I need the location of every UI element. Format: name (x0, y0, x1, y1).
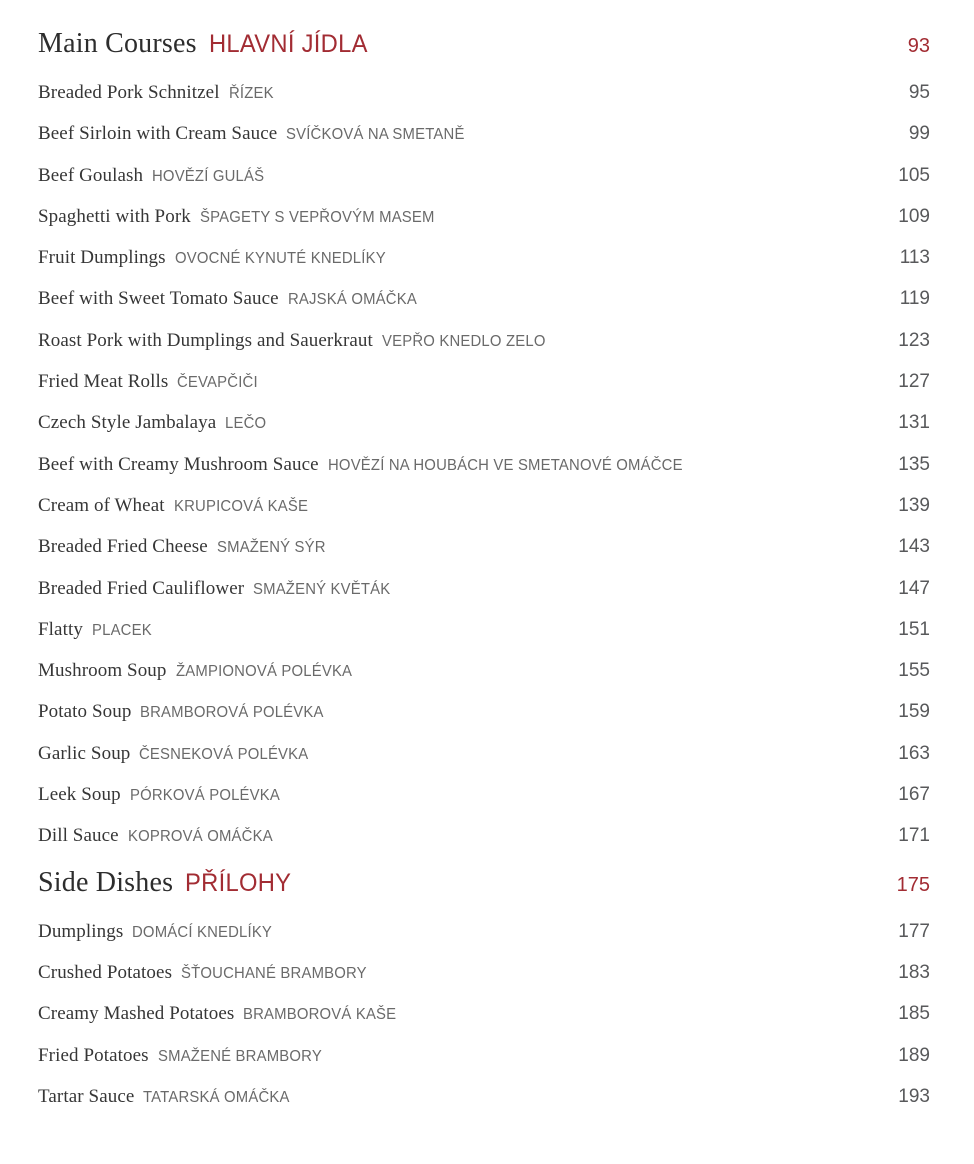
section-items (38, 911, 930, 1117)
dish-name-en: Cream of Wheat (38, 494, 165, 516)
dish-name-cz: SMAŽENÉ BRAMBORY (157, 1047, 322, 1065)
dish-page-number: 131 (898, 412, 930, 434)
dish-page-number: 95 (908, 82, 930, 103)
dish-name-en: Fried Meat Rolls (38, 371, 169, 393)
toc-entry-row[interactable] (38, 72, 930, 113)
dish-name-en: Breaded Fried Cheese (38, 536, 208, 558)
section-items (38, 72, 930, 857)
dish-page-number: 135 (898, 453, 930, 475)
section-title-cz: HLAVNÍ JÍDLA (208, 30, 368, 58)
dish-page-number: 109 (898, 205, 930, 227)
section-page-number: 175 (896, 873, 930, 896)
dish-name-cz: PÓRKOVÁ POLÉVKA (129, 787, 280, 805)
dish-name-en: Breaded Fried Cauliflower (38, 577, 245, 599)
dish-name-en: Roast Pork with Dumplings and Sauerkraut (38, 329, 373, 351)
dish-name-en: Crushed Potatoes (38, 961, 173, 983)
section-header (38, 18, 930, 70)
dish-name-en: Fried Potatoes (38, 1044, 149, 1066)
dish-name-en: Potato Soup (38, 701, 132, 723)
dish-name-cz: ŠŤOUCHANÉ BRAMBORY (181, 964, 367, 982)
dish-name-en: Beef Goulash (38, 164, 144, 186)
toc-entry-row[interactable] (38, 278, 930, 319)
dish-name-en: Dill Sauce (38, 825, 119, 847)
toc-entry-row[interactable] (38, 320, 930, 361)
toc-entry-row[interactable] (38, 609, 930, 650)
dish-page-number: 151 (898, 618, 930, 640)
toc-entry-row[interactable] (38, 113, 930, 154)
toc-section (38, 857, 930, 1117)
dish-name-cz: KOPROVÁ OMÁČKA (127, 828, 273, 846)
dish-page-number: 113 (899, 247, 930, 269)
dish-name-en: Spaghetti with Pork (38, 205, 191, 227)
dish-name-cz: RAJSKÁ OMÁČKA (287, 291, 417, 309)
toc-entry-row[interactable] (38, 911, 930, 952)
dish-name-cz: PLACEK (91, 621, 152, 639)
dish-page-number: 127 (898, 371, 930, 393)
dish-name-en: Creamy Mashed Potatoes (38, 1003, 235, 1025)
dish-name-cz: TATARSKÁ OMÁČKA (143, 1088, 291, 1106)
dish-name-en: Czech Style Jambalaya (38, 412, 217, 434)
section-title-en: Side Dishes (38, 866, 174, 898)
toc-entry-row[interactable] (38, 1076, 930, 1117)
dish-page-number: 193 (898, 1085, 930, 1107)
dish-page-number: 119 (899, 288, 930, 310)
dish-name-cz: ŽAMPIONOVÁ POLÉVKA (175, 663, 352, 681)
dish-name-en: Beef Sirloin with Cream Sauce (38, 123, 278, 145)
toc-entry-row[interactable] (38, 650, 930, 691)
toc-entry-row[interactable] (38, 444, 930, 485)
dish-page-number: 123 (898, 329, 930, 351)
dish-name-cz: SVÍČKOVÁ NA SMETANĚ (286, 126, 465, 144)
dish-name-cz: LEČO (225, 415, 267, 433)
dish-name-en: Beef with Sweet Tomato Sauce (38, 288, 279, 310)
dish-name-cz: SMAŽENÝ KVĚTÁK (253, 580, 391, 598)
dish-name-cz: ŠPAGETY S VEPŘOVÝM MASEM (199, 208, 435, 226)
dish-page-number: 139 (898, 494, 930, 516)
dish-page-number: 159 (898, 701, 930, 723)
toc-entry-row[interactable] (38, 402, 930, 443)
toc-entry-row[interactable] (38, 568, 930, 609)
toc-entry-row[interactable] (38, 1035, 930, 1076)
dish-page-number: 99 (908, 123, 930, 145)
section-title-en: Main Courses (38, 28, 197, 59)
dish-name-cz: HOVĚZÍ NA HOUBÁCH VE SMETANOVÉ OMÁČCE (327, 456, 683, 474)
dish-name-en: Flatty (38, 618, 83, 640)
toc-entry-row[interactable] (38, 526, 930, 567)
dish-name-en: Beef with Creamy Mushroom Sauce (38, 453, 319, 475)
dish-name-cz: KRUPICOVÁ KAŠE (173, 497, 308, 515)
toc (38, 18, 930, 1117)
dish-name-cz: ŘÍZEK (228, 85, 274, 102)
dish-name-cz: VEPŘO KNEDLO ZELO (381, 332, 546, 350)
dish-page-number: 177 (898, 920, 930, 942)
dish-name-cz: ČEVAPČIČI (177, 374, 259, 392)
dish-page-number: 147 (898, 577, 930, 599)
toc-entry-row[interactable] (38, 237, 930, 278)
dish-page-number: 155 (898, 660, 930, 682)
dish-page-number: 171 (898, 825, 930, 847)
section-title-cz: PŘÍLOHY (185, 868, 292, 897)
dish-name-en: Leek Soup (38, 784, 121, 806)
toc-entry-row[interactable] (38, 733, 930, 774)
dish-name-en: Breaded Pork Schnitzel (38, 82, 220, 103)
toc-entry-row[interactable] (38, 691, 930, 732)
dish-name-en: Garlic Soup (38, 742, 131, 764)
toc-entry-row[interactable] (38, 952, 930, 993)
section-header (38, 857, 930, 909)
toc-entry-row[interactable] (38, 485, 930, 526)
dish-page-number: 143 (898, 536, 930, 558)
dish-page-number: 185 (898, 1003, 930, 1025)
toc-entry-row[interactable] (38, 361, 930, 402)
dish-name-cz: BRAMBOROVÁ POLÉVKA (140, 704, 325, 722)
dish-page-number: 183 (898, 961, 930, 983)
dish-name-cz: ČESNEKOVÁ POLÉVKA (139, 745, 309, 763)
dish-page-number: 163 (898, 742, 930, 764)
dish-name-en: Tartar Sauce (38, 1085, 135, 1107)
dish-page-number: 189 (898, 1044, 930, 1066)
toc-entry-row[interactable] (38, 815, 930, 856)
toc-entry-row[interactable] (38, 196, 930, 237)
dish-name-en: Mushroom Soup (38, 660, 167, 682)
toc-entry-row[interactable] (38, 774, 930, 815)
dish-page-number: 167 (898, 784, 930, 806)
section-page-number: 93 (907, 35, 930, 57)
toc-section (38, 18, 930, 857)
dish-name-cz: OVOCNÉ KYNUTÉ KNEDLÍKY (174, 250, 386, 268)
dish-name-cz: BRAMBOROVÁ KAŠE (243, 1006, 397, 1024)
dish-name-en: Fruit Dumplings (38, 247, 166, 269)
dish-name-cz: HOVĚZÍ GULÁŠ (152, 167, 265, 185)
dish-page-number: 105 (898, 164, 930, 186)
dish-name-cz: SMAŽENÝ SÝR (216, 539, 326, 557)
dish-name-cz: DOMÁCÍ KNEDLÍKY (132, 923, 273, 941)
toc-entry-row[interactable] (38, 155, 930, 196)
toc-entry-row[interactable] (38, 993, 930, 1034)
dish-name-en: Dumplings (38, 920, 124, 942)
